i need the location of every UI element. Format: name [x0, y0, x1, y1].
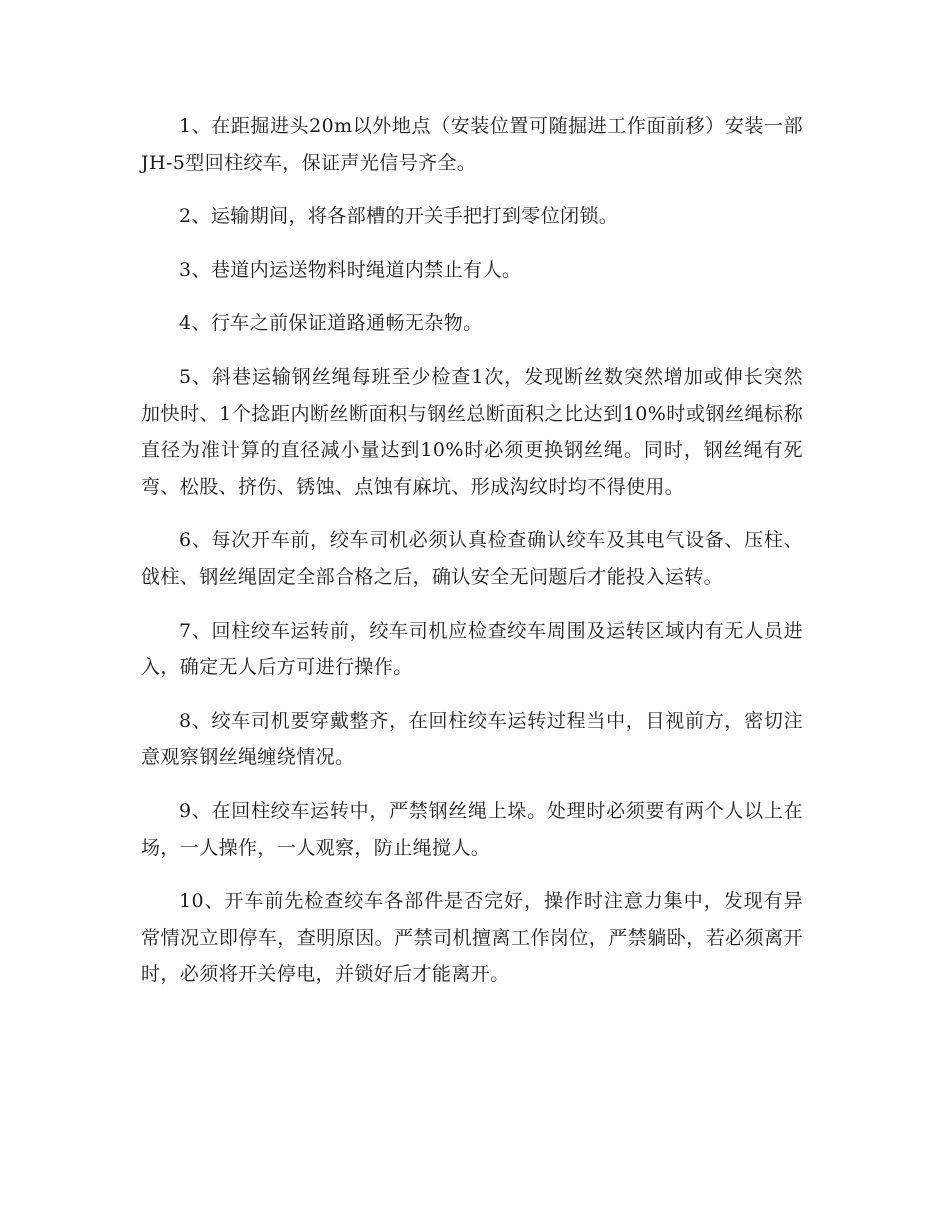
paragraph-6: 6、每次开车前，绞车司机必须认真检查确认绞车及其电气设备、压柱、戗柱、钢丝绳固定全部合格之后，确认安全无问题后才能投入运转。 — [141, 529, 803, 588]
paragraph-7: 7、回柱绞车运转前，绞车司机应检查绞车周围及运转区域内有无人员进入，确定无人后方可进行操作。 — [141, 619, 803, 679]
paragraph-2: 2、运输期间，将各部槽的开关手把打到零位闭锁。 — [179, 205, 619, 228]
paragraph-4: 4、行车之前保证道路通畅无杂物。 — [179, 312, 483, 335]
paragraph-1: 1、在距掘进头20m以外地点（安装位置可随掘进工作面前移）安装一部JH-5型回柱绞车，保证声光信号齐全。 — [141, 115, 803, 174]
document-body — [141, 108, 803, 1010]
paragraph-10: 10、开车前先检查绞车各部件是否完好，操作时注意力集中，发现有异常情况立即停车，查明原因。严禁司机擅离工作岗位，严禁躺卧，若必须离开时，必须将开关停电，并锁好后才能离开。 — [141, 890, 803, 986]
paragraph-5: 5、斜巷运输钢丝绳每班至少检查1次，发现断丝数突然增加或伸长突然加快时、1个捻距内断丝断面积与钢丝总断面积之比达到10%时或钢丝绳标称直径为准计算的直径减小量达到10%时必须更换钢丝绳。同时，钢丝绳有死弯、松股、挤伤、锈蚀、点蚀有麻坑、形成沟纹时均不得使用。 — [141, 365, 803, 498]
paragraph-8: 8、绞车司机要穿戴整齐，在回柱绞车运转过程当中，目视前方，密切注意观察钢丝绳缠绕情况。 — [141, 709, 803, 769]
paragraph-9: 9、在回柱绞车运转中，严禁钢丝绳上垛。处理时必须要有两个人以上在场，一人操作，一人观察，防止绳搅人。 — [141, 799, 803, 859]
paragraph-3: 3、巷道内运送物料时绳道内禁止有人。 — [179, 258, 522, 281]
